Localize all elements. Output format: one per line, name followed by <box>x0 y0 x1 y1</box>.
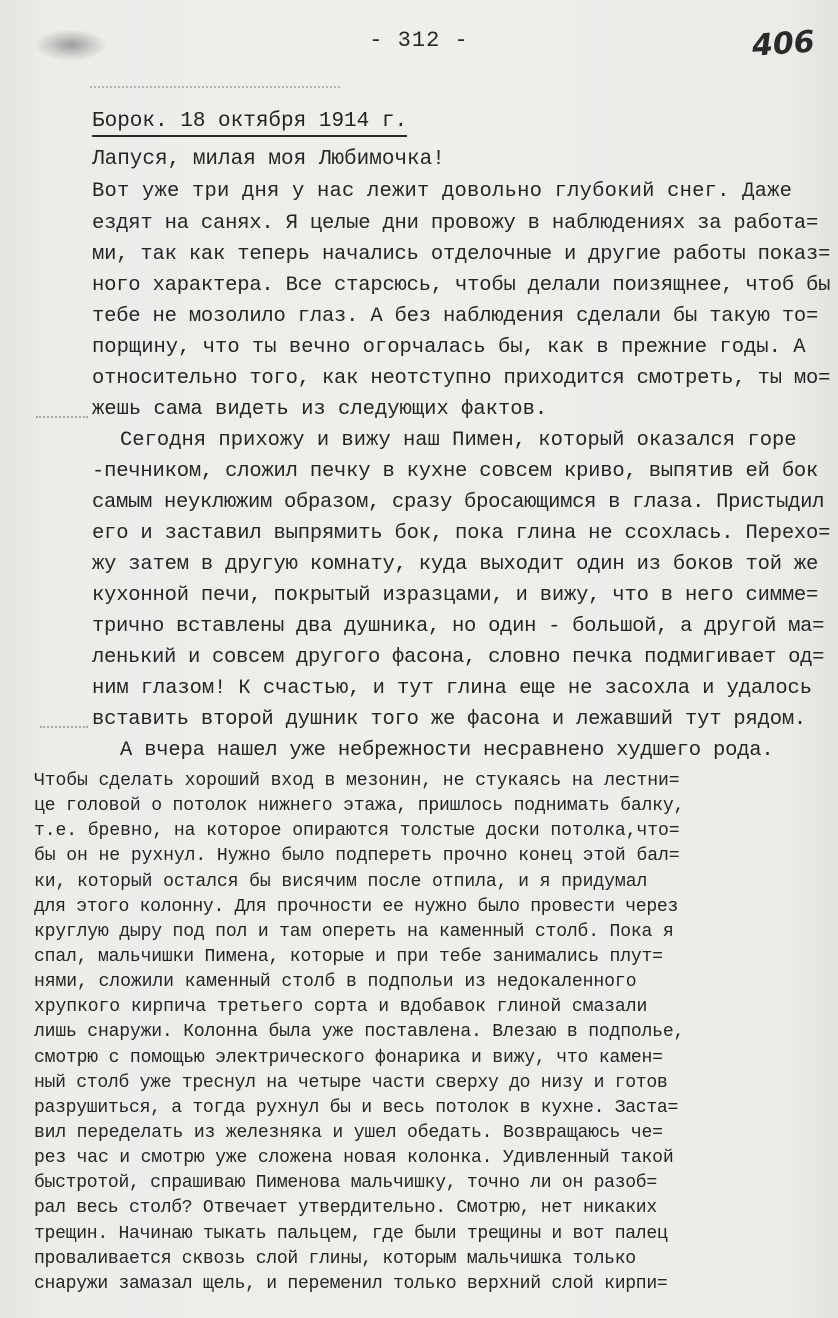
text-line: нями, сложили каменный столб в подпольи из недокаленного <box>34 972 637 993</box>
text-line: разрушиться, а тогда рухнул бы и весь потолок в кухне. Заста= <box>34 1097 679 1118</box>
text-line: спал, мальчишки Пимена, которые и при тебе занимались плут= <box>34 947 663 967</box>
text-line: Вот уже три дня у нас лежит довольно глубокий снег. Даже <box>92 180 793 203</box>
text-line: вил переделать из железняка и ушел обедать. Возвращаюсь че= <box>34 1123 663 1143</box>
text-line: для этого колонну. Для прочности ее нужно было провести через <box>34 896 679 917</box>
text-line: быстротой, спрашиваю Пименова мальчишку, точно ли он разоб= <box>34 1173 657 1194</box>
text-line: рез час и смотрю уже сложена новая колонка. Удивленный такой <box>34 1148 674 1169</box>
text-line: ки, который остался бы висячим после отпила, и я придумал <box>34 871 648 892</box>
text-line: Сегодня прихожу и вижу наш Пимен, который оказался горе <box>120 429 797 452</box>
text-line: ним глазом! К счастью, и тут глина еще не засохла и удалось <box>92 677 812 700</box>
text-line: порщину, что ты вечно огорчалась бы, как в прежние годы. А <box>92 336 806 359</box>
text-line: ного характера. Все старсюсь, чтобы делали поизящнее, чтоб бы <box>92 274 831 297</box>
text-line: трично вставлены два душника, но один - большой, а другой ма= <box>92 615 825 638</box>
text-line: -печником, сложил печку в кухне совсем криво, выпятив ей бок <box>92 460 819 483</box>
salutation: Лапуся, милая моя Любимочка! <box>92 148 445 171</box>
text-line: лишь снаружи. Колонна была уже поставлена. Влезаю в подполье, <box>34 1022 685 1043</box>
text-line: круглую дыру под пол и там опереть на каменный столб. Пока я <box>34 921 674 942</box>
text-line: А вчера нашел уже небрежности несравнено худшего рода. <box>120 739 774 762</box>
text-line: бы он не рухнул. Нужно было подпереть прочно конец этой бал= <box>34 846 680 867</box>
text-line: це головой о потолок нижнего этажа, пришлось поднимать балку, <box>34 796 685 817</box>
text-line: трещин. Начинаю тыкать пальцем, где были трещины и вот палец <box>34 1223 668 1244</box>
text-line: жешь сама видеть из следующих фактов. <box>92 398 548 421</box>
letter-heading: Борок. 18 октября 1914 г. <box>92 110 407 137</box>
text-line: ми, так как теперь начались отделочные и другие работы показ= <box>92 243 831 266</box>
text-line: рал весь столб? Отвечает утвердительно. Смотрю, нет никаких <box>34 1198 657 1219</box>
text-line: самым неуклюжим образом, сразу бросающимся в глаза. Пристыдил <box>92 491 825 514</box>
text-line: тебе не мозолило глаз. А без наблюдения сделали бы такую то= <box>92 305 819 328</box>
faint-dash <box>36 416 88 418</box>
text-line: проваливается сквозь слой глины, которым мальчишка только <box>34 1248 636 1269</box>
text-line: ный столб уже треснул на четыре части сверху до низу и готов <box>34 1072 668 1093</box>
text-line: кухонной печи, покрытый изразцами, и вижу, что в него симме= <box>92 584 819 607</box>
text-line: его и заставил выпрямить бок, пока глина не ссохлась. Перехо= <box>92 522 831 545</box>
archive-number: 406 <box>750 24 816 64</box>
text-line: жу затем в другую комнату, куда выходит один из боков той же <box>92 553 819 576</box>
text-line: снаружи замазал щель, и переменил только верхний слой кирпи= <box>34 1273 668 1294</box>
text-line: ленький и совсем другого фасона, словно печка подмигивает од= <box>92 646 825 669</box>
text-line: смотрю с помощью электрического фонарика и вижу, что камен= <box>34 1047 663 1068</box>
page-number: - 312 - <box>369 28 469 53</box>
faint-dash <box>40 726 88 728</box>
text-line: вставить второй душник того же фасона и лежавший тут рядом. <box>92 708 807 731</box>
text-line: Чтобы сделать хороший вход в мезонин, не стукаясь на лестни= <box>34 771 680 791</box>
text-line: относительно того, как неотступно приходится смотреть, ты мо= <box>92 367 831 390</box>
text-line: хрупкого кирпича третьего сорта и вдобавок глиной смазали <box>34 997 648 1018</box>
text-line: т.е. бревно, на которое опираются толстые доски потолка,что= <box>34 821 680 842</box>
text-line: ездят на санях. Я целые дни провожу в наблюдениях за работа= <box>92 212 819 235</box>
